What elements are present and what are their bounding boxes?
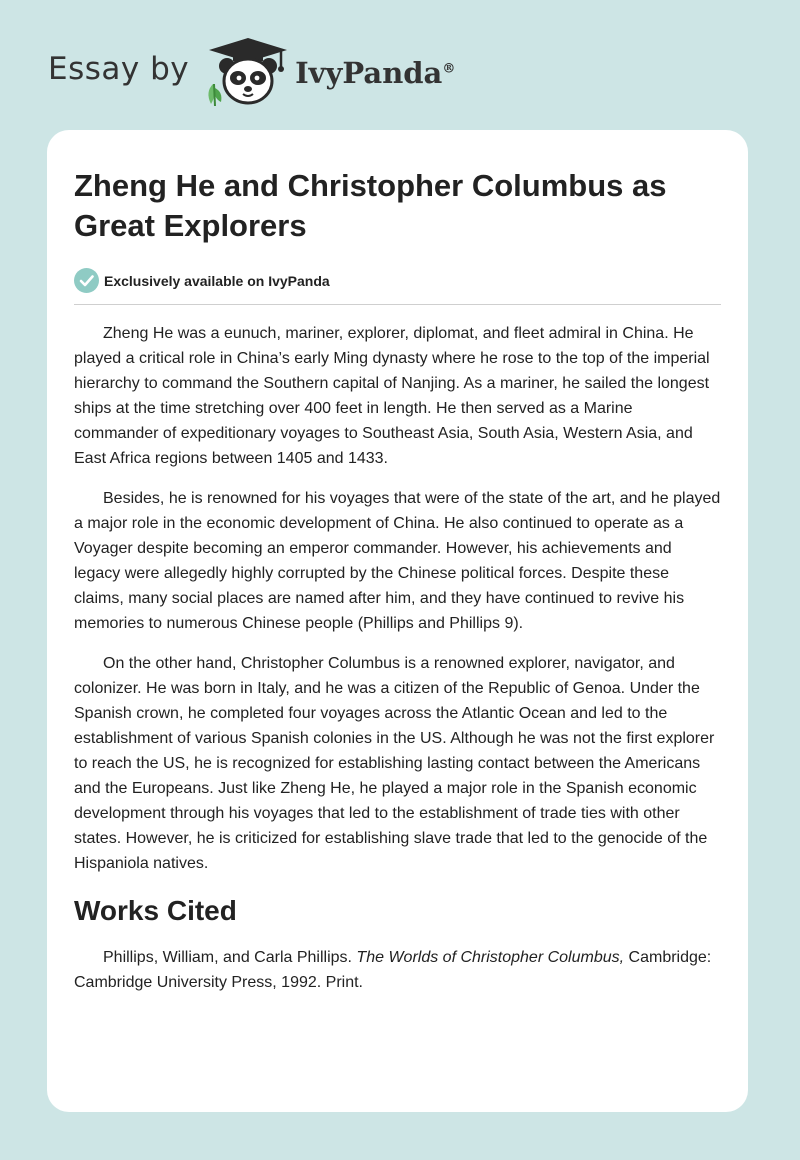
exclusive-badge <box>74 267 721 294</box>
essay-title: Zheng He and Christopher Columbus as Great Explorers <box>74 168 667 243</box>
citation-publisher: Cambridge: Cambridge University Press, 1992. Print. <box>74 949 712 991</box>
divider <box>74 304 721 305</box>
brand-name: IvyPanda® <box>295 56 456 90</box>
citation-authors: Phillips, William, and Carla Phillips. <box>103 949 352 966</box>
paragraph-3: On the other hand, Christopher Columbus is a renowned explorer, navigator, and colonizer. He was born in Italy, and he was a citizen of the Republic of Genoa. Under the Spanish crown, he completed four voyages across the Atlantic Ocean and led to the establishment of various Spanish colonies in the US. Although he was not the first explorer to reach the US, he is recognized for establishing lasting contact between the Americans and the Europeans. Just like Zheng He, he played a major role in the Spanish economic development through his voyages that led to the establishment of trade ties with other states. However, he is criticized for establishing slave trade that led to the genocide of the Hispaniola natives. <box>74 655 715 872</box>
citation-entry <box>74 945 721 995</box>
paragraph-2: Besides, he is renowned for his voyages that were of the state of the art, and he played a major role in the economic development of China. He also continued to operate as a Voyager despite becoming an emperor commander. However, his achievements and legacy were allegedly highly corrupted by the Chinese political forces. Despite these claims, many social places are named after him, and they have continued to revive his memories to numerous Chinese people (Phillips and Phillips 9). <box>74 490 721 632</box>
citation-book-title: The Worlds of Christopher Columbus, <box>356 949 625 966</box>
brand-header <box>48 36 455 106</box>
brand-prefix: Essay by <box>48 51 190 87</box>
paragraph-1: Zheng He was a eunuch, mariner, explorer, diplomat, and fleet admiral in China. He played a critical role in China’s early Ming dynasty where he rose to the top of the imperial hierarchy to command the Southern capital of Nanjing. As a mariner, he sailed the longest ships at the time stretching over 400 feet in length. He then served as a Marine commander of expeditionary voyages to Southeast Asia, South Asia, Western Asia, and East Africa regions between 1405 and 1433. <box>74 325 710 467</box>
badge-text: Exclusively available on IvyPanda <box>104 272 330 289</box>
works-cited-heading: Works Cited <box>74 895 237 926</box>
check-circle-icon <box>74 268 99 293</box>
essay-card <box>47 130 748 1112</box>
panda-graduate-icon <box>203 36 293 106</box>
registered-mark: ® <box>442 61 456 77</box>
